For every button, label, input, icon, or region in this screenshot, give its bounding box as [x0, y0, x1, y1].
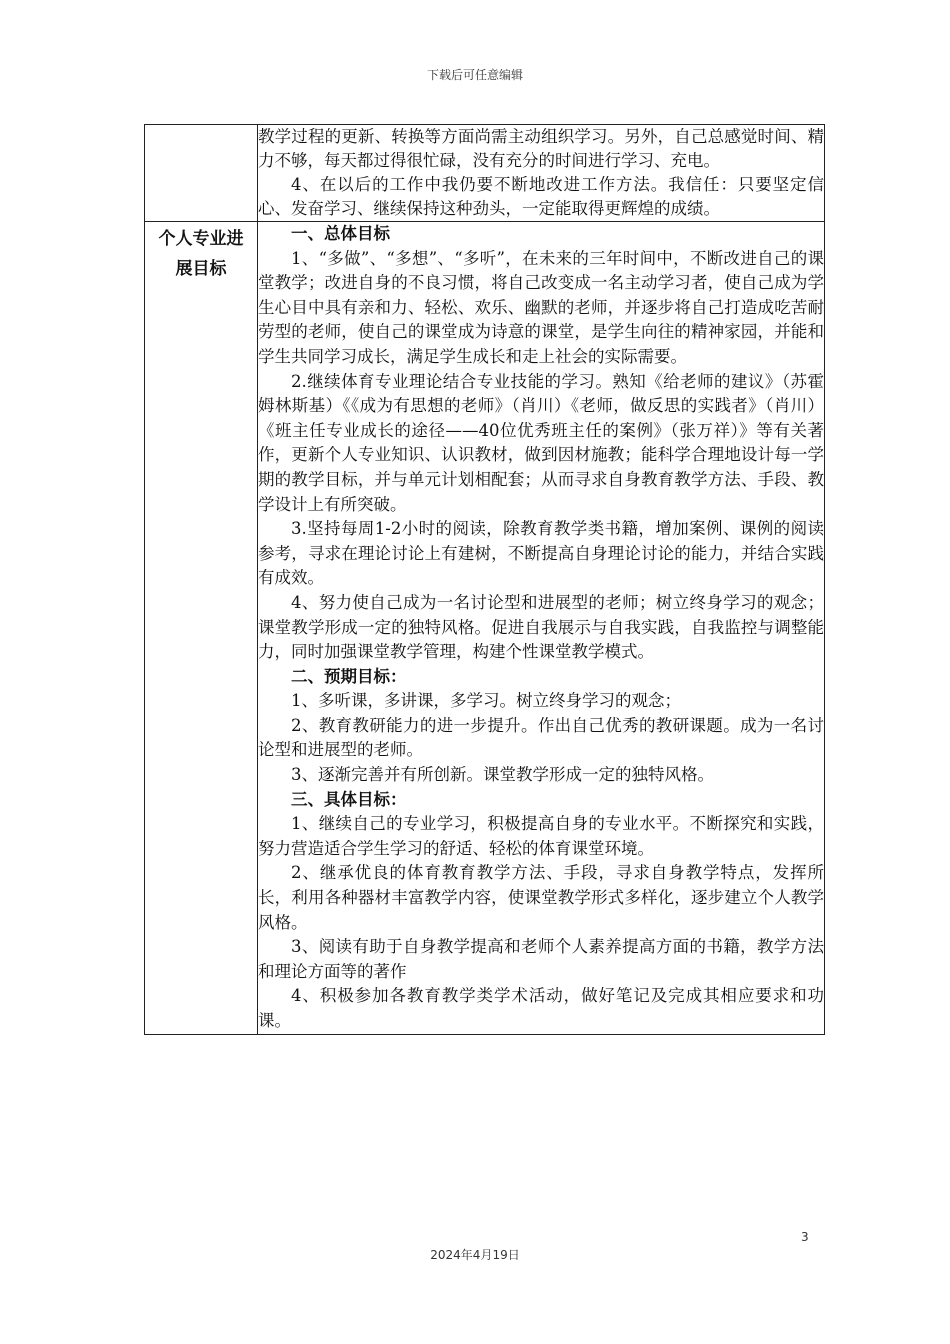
list-item: 2、继承优良的体育教育教学方法、手段，寻求自身教学特点，发挥所长，利用各种器材丰富教学内容，使课堂教学形式多样化，逐步建立个人教学风格。 — [258, 863, 824, 932]
list-item: 3、阅读有助于自身教学提高和老师个人素养提高方面的书籍，教学方法和理论方面等的著作 — [258, 937, 824, 981]
section-heading: 二、预期目标： — [291, 666, 407, 686]
section-heading: 三、具体目标： — [291, 789, 407, 809]
table-row — [145, 125, 825, 222]
row-label-line: 个人专业进 — [158, 229, 244, 249]
row-label-line: 展目标 — [175, 259, 227, 279]
row-label-cell — [145, 222, 258, 1035]
table-row — [145, 222, 825, 1035]
page-header: 下载后可任意编辑 — [426, 68, 523, 82]
list-item: 2.继续体育专业理论结合专业技能的学习。熟知《给老师的建议》（苏霍姆林斯基）《《成为有思想的老师》（肖川）《老师，做反思的实践者》（肖川）《班主任专业成长的途径——40位优秀班主任的案例》（张万祥）》等有关著作，更新个人专业知识、认识教材，做到因材施教；能科学合理地设计每一学期的教学目标，并与单元计划相配套；从而寻求自身教育教学方法、手段、教学设计上有所突破。 — [258, 371, 824, 514]
row-label — [145, 125, 257, 127]
footer-date: 2024年4月19日 — [430, 1248, 520, 1262]
list-item: 1、继续自己的专业学习，积极提高自身的专业水平。不断探究和实践，努力营造适合学生学习的舒适、轻松的体育课堂环境。 — [258, 814, 824, 858]
list-item: 3、逐渐完善并有所创新。课堂教学形成一定的独特风格。 — [291, 765, 714, 785]
paragraph: 教学过程的更新、转换等方面尚需主动组织学习。另外，自己总感觉时间、精力不够，每天都过得很忙碌，没有充分的时间进行学习、充电。 — [258, 127, 824, 170]
list-item: 4、积极参加各教育教学类学术活动，做好笔记及完成其相应要求和功课。 — [258, 986, 824, 1030]
row-label-cell — [145, 125, 258, 222]
list-item: 4、努力使自己成为一名讨论型和进展型的老师；树立终身学习的观念；课堂教学形成一定的独特风格。促进自我展示与自我实践，自我监控与调整能力，同时加强课堂教学管理，构建个性课堂教学模式。 — [258, 592, 824, 662]
list-item: 1、“多做”、“多想”、“多听”，在未来的三年时间中，不断改进自己的课堂教学；改进自身的不良习惯，将自己改变成一名主动学习者，使自己成为学生心目中具有亲和力、轻松、欢乐、幽默的老师，并逐步将自己打造成吃苦耐劳型的老师，使自己的课堂成为诗意的课堂，是学生向往的精神家园，并能和学生共同学习成长，满足学生成长和走上社会的实际需要。 — [258, 248, 824, 366]
paragraph: 4、在以后的工作中我仍要不断地改进工作方法。我信任：只要坚定信心、发奋学习、继续保持这种劲头，一定能取得更辉煌的成绩。 — [258, 175, 824, 218]
list-item: 2、教育教研能力的进一步提升。作出自己优秀的教研课题。成为一名讨论型和进展型的老师。 — [258, 715, 824, 760]
row-label — [145, 222, 257, 284]
list-item: 3.坚持每周1-2小时的阅读，除教育教学类书籍，增加案例、课例的阅读参考，寻求在理论讨论上有建树，不断提高自身理论讨论的能力，并结合实践有成效。 — [258, 519, 824, 588]
row-content-cell — [258, 222, 825, 1035]
plan-table — [144, 124, 825, 1035]
row-content-cell — [258, 125, 825, 222]
page-number: 3 — [801, 1230, 809, 1244]
section-heading: 一、总体目标 — [291, 224, 390, 243]
list-item: 1、多听课，多讲课，多学习。树立终身学习的观念； — [291, 691, 681, 711]
